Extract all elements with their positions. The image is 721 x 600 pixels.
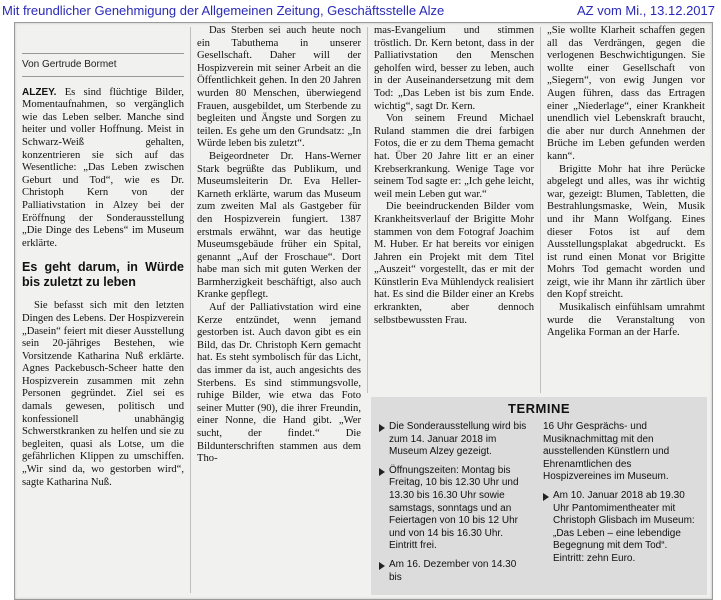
column-divider (540, 27, 541, 393)
quote-paragraph: „Sie wollte Klarheit schaffen gegen all das Verdrängen, gegen die verlogenen Beschwichtigungen. Sie wollte einer Gesellschaft von „Siegern“, von ewig Jungen vor Augen führen, dass das Ertragen einer „Niederlage“, einer Krankheit unendlich viel Lebenskraft braucht, die aber nur durch Annehmen der Brüche im Leben gefunden werden kann“. (547, 25, 705, 162)
paragraph: mas-Evangelium und stimmen tröstlich. Dr. Kern betont, dass in der Palliativstation den Menschen geholfen wird, besser zu leben, auch in der Auseinandersetzung mit dem Tod: „Das Leben ist bis zum Ende. wichtig“, sagt Dr. Kern. (374, 25, 534, 112)
termine-box (371, 397, 707, 595)
termine-item: 16 Uhr Gesprächs- und Musiknachmittag mit den ausstellenden Künstlern und Ehrenamtlichen des Hospizvereines im Museum. (543, 421, 670, 483)
paragraph: Das Sterben sei auch heute noch ein Tabuthema in unserer Gesellschaft. Daher will der Hospizverein mit seiner Arbeit an die Öffentlichkeit gehen. In den 20 Jahren wurden 80 Menschen, überwiegend Frauen, ausgebildet, um Sterbende zu begleiten und Ängste und Sorgen zu teilen. Es gehe um den Grundsatz: „In Würde leben bis zuletzt“. (197, 25, 361, 150)
paragraph: Brigitte Mohr hat ihre Perücke abgelegt und alles, was ihr wichtig war, gezeigt: Blumen, Tabletten, die Bestrahlungsmaske, Wein, Musik und ihr Mann Wolfgang. Eines dieser Fotos ist auf dem Ausstellungsplakat abgedruckt. Es ist rund einen Monat vor Brigitte Mohrs Tod gemacht worden und zeigt, wie ihr Mann ihr zärtlich über den Kopf streicht. (547, 163, 705, 301)
paragraph: Sie befasst sich mit den letzten Dingen des Lebens. Der Hospizverein „Dasein“ feiert mit dieser Ausstellung sein 20-jähriges Bestehen, wie Vorsitzende Katharina Nuß erklärte. Agnes Packebusch-Scheer hatte den Hospizverein zusammen mit zehn Personen gegründet. Ziel sei es damals gewesen, politisch und konfessionell unabhängig Schwerstkranken zu helfen und sie zu begleiten, quasi als Lotse, um die gefährlichen Klippen zu umschiffen. „Wir sind da, wo gestorben wird“, sagte Katharina Nuß. (22, 300, 184, 488)
dateline: ALZEY. (22, 86, 57, 98)
article-column-2 (197, 25, 361, 466)
column-divider (367, 27, 368, 393)
paragraph: Musikalisch einfühlsam umrahmt wurde die Veranstaltung von Angelika Forman an der Harfe. (547, 302, 705, 339)
termine-right-column (543, 421, 701, 572)
paragraph: Auf der Palliativstation wird eine Kerze entzündet, wenn jemand gestorben ist. Auch davon gibt es ein Bild, das Dr. Christoph Kern gemacht hat. Es steht symbolisch für das Licht, das immer da ist, auch angesichts des Sterbens. Es sind stimmungsvolle, ruhige Bilder, wie etwa das Foto seiner Mutter (90), die ihrer Freundin, einer Nonne, die Hand gibt. „Wer sucht, der findet.“ Die Bildunterschriften stammen aus dem Tho- (197, 302, 361, 465)
article-column-1 (22, 59, 184, 489)
column-divider (190, 27, 191, 593)
paragraph: Die beeindruckenden Bilder vom Krankheitsverlauf der Brigitte Mohr stammen von dem Fotograf Joachim M. Huber. Er hat bereits vor einigen Jahren ein Projekt mit dem Titel „Auszeit“ vorgestellt, das er mit der Künstlerin Eva Mühlendyck realisiert hat. Es sind die Bilder einer an Krebs erkrankten, aber dennoch selbstbewussten Frau. (374, 201, 534, 326)
article-column-3 (374, 25, 534, 327)
top-rule (22, 53, 184, 55)
header-date: AZ vom Mi., 13.12.2017 (576, 3, 715, 18)
termine-item: Die Sonderausstellung wird bis zum 14. Januar 2018 im Museum Alzey gezeigt. (379, 421, 531, 459)
article-column-4 (547, 25, 705, 340)
termine-item: Am 16. Dezember von 14.30 bis (379, 559, 531, 584)
newspaper-clipping (14, 22, 713, 600)
paragraph: Beigeordneter Dr. Hans-Werner Stark begrüßte das Publikum, und Museumsleiterin Dr. Eva Heller-Karneth erklärte, warum das Museum zum zweiten Mal als Gastgeber für den Hospizverein fungiert. 1387 erstmals erwähnt, war das heutige Museumsgebäude früher ein Spital, genannt „Auf der Froschaue“. Dort habe man sich mit guten Werken der Barmherzigkeit beschäftigt, also auch Kranke gepflegt. (197, 150, 361, 301)
header-source-note: Mit freundlicher Genehmigung der Allgemeinen Zeitung, Geschäftsstelle Alze (2, 3, 445, 18)
termine-item: Am 10. Januar 2018 ab 19.30 Uhr Pantomimentheater mit Christoph Glisbach im Museum: „Das Leben – eine lebendige Begegnung mit dem Tod“. Eintritt: zehn Euro. (543, 490, 701, 566)
termine-title: TERMINE (508, 401, 570, 416)
lead-text: Es sind flüchtige Bilder, Momentaufnahmen, so vergänglich wie das Leben selber. Manche sind heiter und voller Hoffnung. Meist in Schwarz-Weiß gehalten, konzentrieren sie sich auf das Wesentliche: „Das Leben zwischen Geburt und Tod“, wie es Dr. Christoph Kern von der Palliativstation in Alzey bei der Eröffnung der Sonderausstellung „Die Dinge des Lebens“ im Museum erklärte. (22, 86, 184, 249)
termine-item: Öffnungszeiten: Montag bis Freitag, 10 bis 12.30 Uhr und 13.30 bis 16.30 Uhr sowie samstags, sonntags und an Feiertagen von 10 bis 12 Uhr und von 14 bis 16.30 Uhr. Eintritt frei. (379, 465, 531, 553)
lead-paragraph (22, 87, 184, 251)
paragraph: Von seinem Freund Michael Ruland stammen die drei farbigen Fotos, die er zu dem Thema gemacht hat. Über 20 Jahre litt er an einer Krebserkrankung. Wenige Tage vor seinem Tod sagte er: „Ich gehe leicht, weil mein Leben gut war.“ (374, 113, 534, 200)
subheading: Es geht darum, in Würde bis zuletzt zu leben (22, 260, 184, 290)
termine-left-column (379, 421, 531, 590)
byline: Von Gertrude Bormet (22, 59, 184, 77)
